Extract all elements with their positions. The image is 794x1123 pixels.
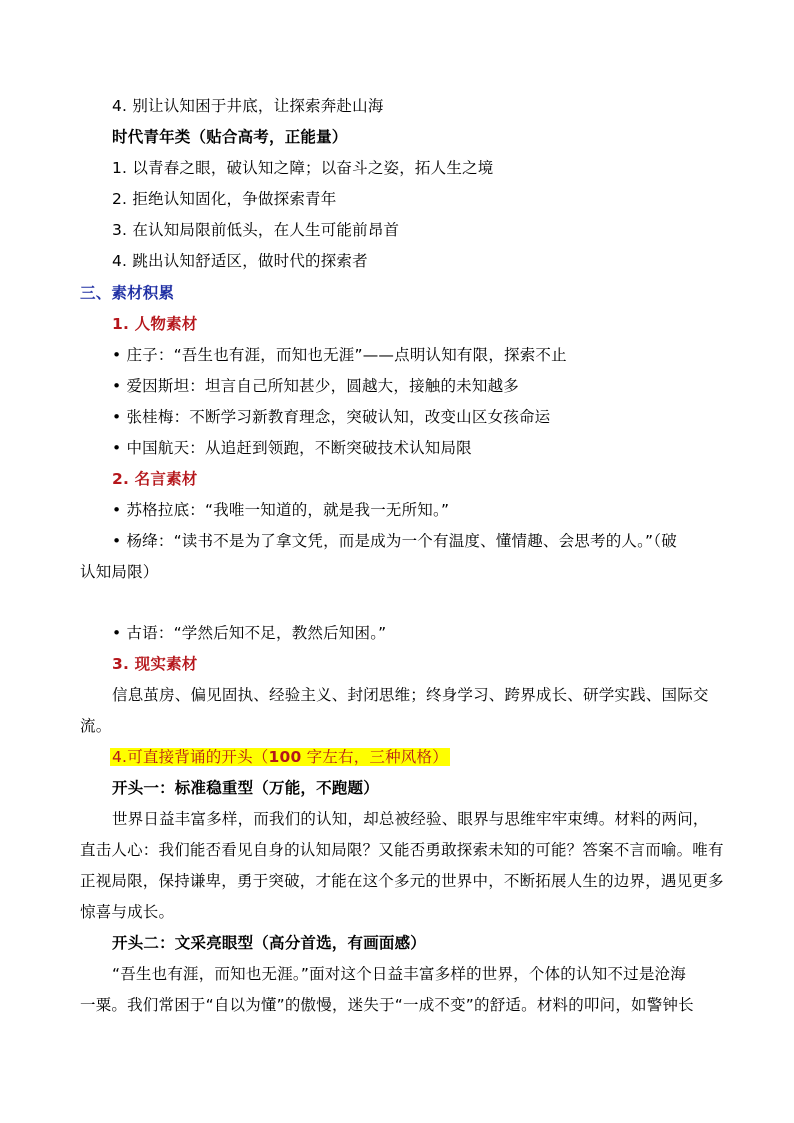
opening1-line: 世界日益丰富多样，而我们的认知，却总被经验、眼界与思维牢牢束缚。材料的两问， — [112, 810, 709, 828]
opening2-heading: 开头二：文采亮眼型（高分首选，有画面感） — [112, 934, 427, 952]
quote-yangjiang-line2: 认知局限） — [80, 563, 159, 581]
heading-text-tail: 字左右，三种风格） — [301, 748, 448, 766]
quote-socrates: • 苏格拉底：“我唯一知道的，就是我一无所知。” — [112, 501, 450, 519]
youth-item: 3. 在认知局限前低头，在人生可能前昂首 — [112, 221, 400, 239]
heading-number: 4. — [112, 748, 128, 766]
heading-text: 可直接背诵的开头（ — [127, 748, 269, 766]
youth-item: 1. 以青春之眼，破认知之障；以奋斗之姿，拓人生之境 — [112, 159, 494, 177]
people-material-item: • 庄子：“吾生也有涯，而知也无涯”——点明认知有限，探索不止 — [112, 346, 567, 364]
opening2-line: 一粟。我们常困于“自以为懂”的傲慢，迷失于“一成不变”的舒适。材料的叩问，如警钟长 — [80, 996, 694, 1014]
reality-material-line1: 信息茧房、偏见固执、经验主义、封闭思维；终身学习、跨界成长、研学实践、国际交 — [112, 686, 709, 704]
quotes-materials-heading: 2. 名言素材 — [112, 470, 198, 488]
reality-materials-heading: 3. 现实素材 — [112, 655, 198, 673]
opening2-line: “吾生也有涯，而知也无涯。”面对这个日益丰富多样的世界，个体的认知不过是沧海 — [112, 965, 686, 983]
topic-item-4: 4. 别让认知困于井底，让探索奔赴山海 — [112, 97, 384, 115]
opening1-line: 正视局限，保持谦卑，勇于突破，才能在这个多元的世界中，不断拓展人生的边界，遇见更多 — [80, 872, 724, 890]
people-material-item: • 爱因斯坦：坦言自己所知甚少，圆越大，接触的未知越多 — [112, 377, 519, 395]
section-heading-materials: 三、素材积累 — [80, 284, 175, 302]
opening1-heading: 开头一：标准稳重型（万能，不跑题） — [112, 779, 379, 797]
opening1-line: 直击人心：我们能否看见自身的认知局限？又能否勇敢探索未知的可能？答案不言而喻。唯有 — [80, 841, 724, 859]
openings-heading-highlight — [110, 746, 450, 768]
reality-material-line2: 流。 — [80, 717, 112, 735]
people-material-item: • 中国航天：从追赶到领跑，不断突破技术认知局限 — [112, 439, 472, 457]
people-material-item: • 张桂梅：不断学习新教育理念，突破认知，改变山区女孩命运 — [112, 408, 551, 426]
heading-count: 100 — [268, 748, 302, 766]
opening1-line: 惊喜与成长。 — [80, 903, 175, 921]
highlighted-heading — [110, 748, 450, 766]
youth-category-heading: 时代青年类（贴合高考，正能量） — [112, 128, 348, 146]
quote-ancient: • 古语：“学然后知不足，教然后知困。” — [112, 624, 387, 642]
people-materials-heading: 1. 人物素材 — [112, 315, 198, 333]
youth-item: 2. 拒绝认知固化，争做探索青年 — [112, 190, 337, 208]
youth-item: 4. 跳出认知舒适区，做时代的探索者 — [112, 252, 368, 270]
quote-yangjiang-line1: • 杨绛：“读书不是为了拿文凭，而是成为一个有温度、懂情趣、会思考的人。”（破 — [112, 532, 677, 550]
